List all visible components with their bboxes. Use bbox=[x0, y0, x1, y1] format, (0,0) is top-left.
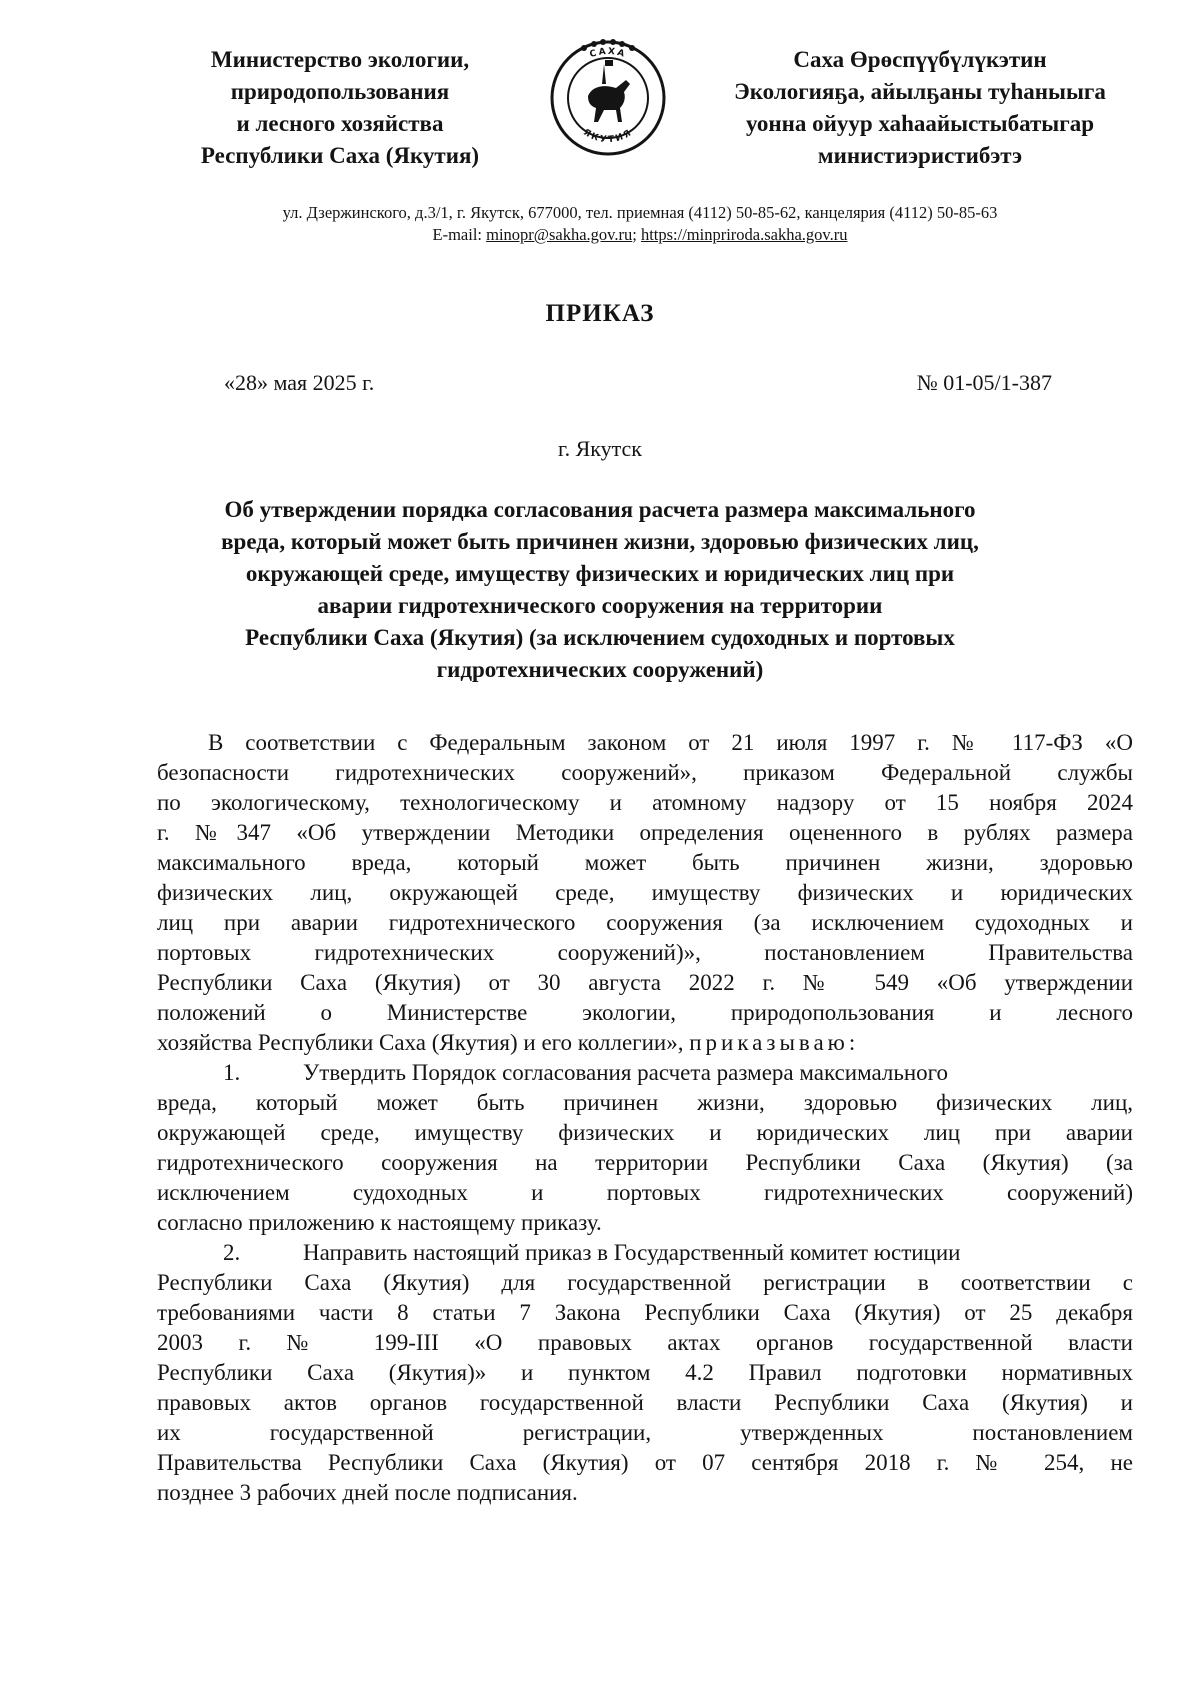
body-line: вреда, который может быть причинен жизни, здоровью физических лиц, bbox=[157, 1090, 1133, 1115]
ministry-name-yakut bbox=[700, 44, 1140, 172]
title-line: Республики Саха (Якутия) (за исключением судоходных и портовых bbox=[245, 625, 955, 650]
body-line: Республики Саха (Якутия) для государственной регистрации в соответствии с bbox=[157, 1270, 1133, 1295]
svg-text:САХА: САХА bbox=[588, 46, 628, 61]
body-line: портовых гидротехнических сооружений)», постановлением Правительства bbox=[157, 940, 1133, 965]
header-right-line: Экологияҕа, айылҕаны туһаныыга bbox=[734, 79, 1106, 104]
body-line: позднее 3 рабочих дней после подписания. bbox=[157, 1480, 578, 1505]
body-line: исключением судоходных и портовых гидротехнических сооружений) bbox=[157, 1180, 1133, 1205]
header-left-line: и лесного хозяйства bbox=[236, 111, 444, 136]
body-line bbox=[157, 1028, 1133, 1058]
order-city: г. Якутск bbox=[558, 436, 642, 461]
ministry-name-russian bbox=[160, 44, 520, 172]
body-line: гидротехнического сооружения на территории Республики Саха (Якутия) (за bbox=[157, 1150, 1133, 1175]
body-line: лиц при аварии гидротехнического сооружения (за исключением судоходных и bbox=[157, 910, 1133, 935]
body-line: максимального вреда, который может быть причинен жизни, здоровью bbox=[157, 850, 1133, 875]
body-line: правовых актов органов государственной власти Республики Саха (Якутия) и bbox=[157, 1390, 1133, 1415]
coat-of-arms-icon bbox=[546, 34, 670, 158]
title-line: вреда, который может быть причинен жизни, здоровью физических лиц, bbox=[221, 529, 979, 554]
header-left-line: Республики Саха (Якутия) bbox=[200, 143, 480, 168]
list-item-number: 2. bbox=[223, 1240, 241, 1265]
list-item-number: 1. bbox=[223, 1060, 241, 1085]
header-right-line: министиэристибэтэ bbox=[817, 143, 1023, 168]
body-line: требованиями части 8 статьи 7 Закона Республики Саха (Якутия) от 25 декабря bbox=[157, 1300, 1133, 1325]
list-item-text: Направить настоящий приказ в Государственный комитет юстиции bbox=[303, 1240, 961, 1265]
ministry-address: ул. Дзержинского, д.3/1, г. Якутск, 677000, тел. приемная (4112) 50-85-62, канцелярия (4112) 50-85-63 bbox=[282, 203, 998, 222]
title-line: аварии гидротехнического сооружения на территории bbox=[317, 593, 883, 618]
body-line: по экологическому, технологическому и атомному надзору от 15 ноября 2024 bbox=[157, 790, 1133, 815]
order-title: ПРИКАЗ bbox=[545, 300, 655, 327]
website-link[interactable]: https://minpriroda.sakha.gov.ru bbox=[640, 225, 848, 244]
body-line: их государственной регистрации, утвержденных постановлением bbox=[157, 1420, 1133, 1445]
list-item-2-first-line bbox=[157, 1238, 1133, 1268]
contact-separator: ; bbox=[632, 225, 641, 244]
body-line: Правительства Республики Саха (Якутия) от 07 сентября 2018 г. № 254, не bbox=[157, 1450, 1133, 1475]
header-right-line: уонна ойуур хаһаайыстыбатыгар bbox=[745, 111, 1095, 136]
body-line: положений о Министерстве экологии, природопользования и лесного bbox=[157, 1000, 1133, 1025]
title-line: Об утверждении порядка согласования расчета размера максимального bbox=[224, 497, 976, 522]
body-line: Республики Саха (Якутия) от 30 августа 2022 г. № 549 «Об утверждении bbox=[157, 970, 1133, 995]
document-title bbox=[140, 494, 1060, 686]
svg-text:ЯКУТИЯ: ЯКУТИЯ bbox=[581, 127, 635, 146]
body-line: окружающей среде, имуществу физических и юридических лиц при аварии bbox=[157, 1120, 1133, 1145]
order-date: «28» мая 2025 г. bbox=[224, 370, 375, 395]
body-line: согласно приложению к настоящему приказу. bbox=[157, 1210, 602, 1235]
body-line: В соответствии с Федеральным законом от 21 июля 1997 г. № 117-ФЗ «О bbox=[208, 730, 1133, 755]
header-left-line: природопользования bbox=[230, 79, 450, 104]
header-left-line: Министерство экологии, bbox=[210, 47, 470, 72]
body-line: физических лиц, окружающей среде, имуществу физических и юридических bbox=[157, 880, 1133, 905]
body-line: г. №347 «Об утверждении Методики определения оцененного в рублях размера bbox=[157, 820, 1133, 845]
body-line: безопасности гидротехнических сооружений», приказом Федеральной службы bbox=[157, 760, 1133, 785]
body-line: Республики Саха (Якутия)» и пунктом 4.2 Правил подготовки нормативных bbox=[157, 1360, 1133, 1385]
title-line: окружающей среде, имуществу физических и юридических лиц при bbox=[245, 561, 955, 586]
list-item-1-first-line bbox=[157, 1058, 1133, 1088]
contact-line bbox=[120, 224, 1160, 245]
order-number: № 01-05/1-387 bbox=[916, 370, 1052, 395]
email-link[interactable]: minopr@sakha.gov.ru bbox=[486, 225, 633, 244]
order-word: приказываю: bbox=[689, 1030, 860, 1055]
intro-last-text: хозяйства Республики Саха (Якутия) и его коллегии», bbox=[157, 1030, 684, 1055]
list-item-text: Утвердить Порядок согласования расчета размера максимального bbox=[303, 1060, 949, 1085]
email-label: E-mail: bbox=[432, 225, 487, 244]
document-body bbox=[157, 728, 1133, 1508]
title-line: гидротехнических сооружений) bbox=[436, 657, 764, 682]
header-right-line: Саха Өрөспүүбүлүкэтин bbox=[793, 47, 1047, 72]
body-line: 2003 г. № 199-III «О правовых актах органов государственной власти bbox=[157, 1330, 1133, 1355]
